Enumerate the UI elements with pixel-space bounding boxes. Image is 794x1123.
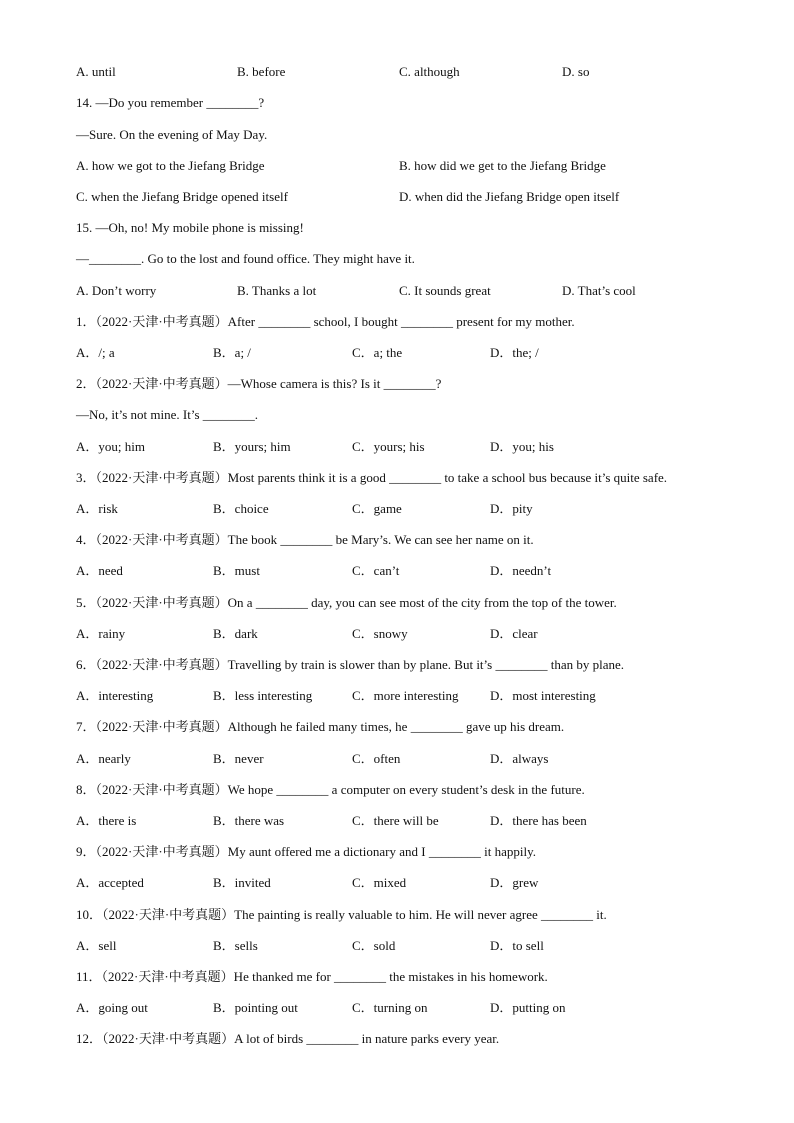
q15-reply: —________. Go to the lost and found office. They might have it. (76, 251, 415, 266)
q14-reply: —Sure. On the evening of May Day. (76, 127, 268, 142)
option-a: A．need (76, 563, 123, 578)
q15-stem: 15. —Oh, no! My mobile phone is missing! (76, 220, 304, 235)
question-4-options (76, 561, 754, 581)
option-d: D．the; / (490, 345, 539, 360)
option-b: B．pointing out (213, 1000, 298, 1015)
question-6-options (76, 686, 754, 706)
option-b: B．less interesting (213, 688, 313, 703)
option-b: B．dark (213, 626, 258, 641)
option-c: C．mixed (352, 875, 407, 890)
option-a: A．risk (76, 501, 118, 516)
option-b: B．choice (213, 501, 269, 516)
question-2-stem: 2．（2022·天津·中考真题）—Whose camera is this? Is it ________? (76, 376, 442, 391)
option-c: C. when the Jiefang Bridge opened itself (76, 189, 288, 204)
q14-stem: 14. —Do you remember ________? (76, 95, 265, 110)
option-c: C．game (352, 501, 402, 516)
question-8-stem: 8．（2022·天津·中考真题）We hope ________ a computer on every student’s desk in the future. (76, 782, 585, 797)
option-d: D．pity (490, 501, 533, 516)
option-a: A．you; him (76, 439, 145, 454)
option-c: C．often (352, 751, 401, 766)
question-9-stem: 9．（2022·天津·中考真题）My aunt offered me a dictionary and I ________ it happily. (76, 844, 536, 859)
option-b: B．must (213, 563, 260, 578)
q15-options (76, 281, 754, 301)
option-d: D．to sell (490, 938, 544, 953)
question-9-options (76, 873, 754, 893)
option-a: A．/; a (76, 345, 115, 360)
option-c: C．yours; his (352, 439, 425, 454)
q13-options (76, 62, 754, 82)
question-2-options (76, 437, 754, 457)
question-5-options (76, 624, 754, 644)
option-a: A．accepted (76, 875, 144, 890)
option-b: B．never (213, 751, 264, 766)
option-b: B．there was (213, 813, 285, 828)
option-c: C．there will be (352, 813, 439, 828)
option-d: D．there has been (490, 813, 587, 828)
question-5-stem: 5．（2022·天津·中考真题）On a ________ day, you can see most of the city from the top of the tower. (76, 595, 617, 610)
question-12-stem: 12．（2022·天津·中考真题）A lot of birds ________ in nature parks every year. (76, 1031, 500, 1046)
question-7-options (76, 749, 754, 769)
q14-options-cd (76, 187, 754, 207)
option-d: D．most interesting (490, 688, 596, 703)
option-d: D．needn’t (490, 563, 552, 578)
option-c: C．more interesting (352, 688, 459, 703)
option-c: C. although (399, 64, 460, 79)
question-3-stem: 3．（2022·天津·中考真题）Most parents think it is a good ________ to take a school bus because it’s quite safe. (76, 470, 668, 485)
option-c: C．snowy (352, 626, 408, 641)
option-a: A．rainy (76, 626, 126, 641)
option-a: A. Don’t worry (76, 283, 157, 298)
option-a: A．sell (76, 938, 117, 953)
option-c: C．a; the (352, 345, 403, 360)
option-b: B．a; / (213, 345, 251, 360)
question-7-stem: 7．（2022·天津·中考真题）Although he failed many times, he ________ gave up his dream. (76, 719, 565, 734)
question-11-stem: 11．（2022·天津·中考真题）He thanked me for ________ the mistakes in his homework. (76, 969, 548, 984)
question-2-reply: —No, it’s not mine. It’s ________. (76, 407, 258, 422)
option-c: C. It sounds great (399, 283, 491, 298)
option-b: B．sells (213, 938, 258, 953)
option-d: D．you; his (490, 439, 554, 454)
option-c: C．turning on (352, 1000, 428, 1015)
option-a: A．nearly (76, 751, 131, 766)
option-b: B. how did we get to the Jiefang Bridge (399, 158, 606, 173)
option-d: D．putting on (490, 1000, 566, 1015)
option-d: D. so (562, 64, 590, 79)
question-10-stem: 10．（2022·天津·中考真题）The painting is really valuable to him. He will never agree ________ it. (76, 907, 607, 922)
question-8-options (76, 811, 754, 831)
option-d: D．clear (490, 626, 538, 641)
option-d: D．grew (490, 875, 539, 890)
question-1-options (76, 343, 754, 363)
option-c: C．can’t (352, 563, 400, 578)
question-3-options (76, 499, 754, 519)
option-b: B. Thanks a lot (237, 283, 317, 298)
option-d: D. when did the Jiefang Bridge open itself (399, 189, 620, 204)
option-a: A．there is (76, 813, 137, 828)
option-b: B．yours; him (213, 439, 291, 454)
option-b: B. before (237, 64, 286, 79)
question-11-options (76, 998, 754, 1018)
q14-options-ab (76, 156, 754, 176)
option-d: D. That’s cool (562, 283, 636, 298)
option-a: A. how we got to the Jiefang Bridge (76, 158, 265, 173)
option-a: A．going out (76, 1000, 148, 1015)
option-a: A．interesting (76, 688, 154, 703)
option-b: B．invited (213, 875, 271, 890)
question-6-stem: 6．（2022·天津·中考真题）Travelling by train is slower than by plane. But it’s ________ than by plane. (76, 657, 624, 672)
option-c: C．sold (352, 938, 396, 953)
question-10-options (76, 936, 754, 956)
question-4-stem: 4．（2022·天津·中考真题）The book ________ be Mary’s. We can see her name on it. (76, 532, 534, 547)
question-1-stem: 1．（2022·天津·中考真题）After ________ school, I bought ________ present for my mother. (76, 314, 575, 329)
option-a: A. until (76, 64, 116, 79)
option-d: D．always (490, 751, 549, 766)
